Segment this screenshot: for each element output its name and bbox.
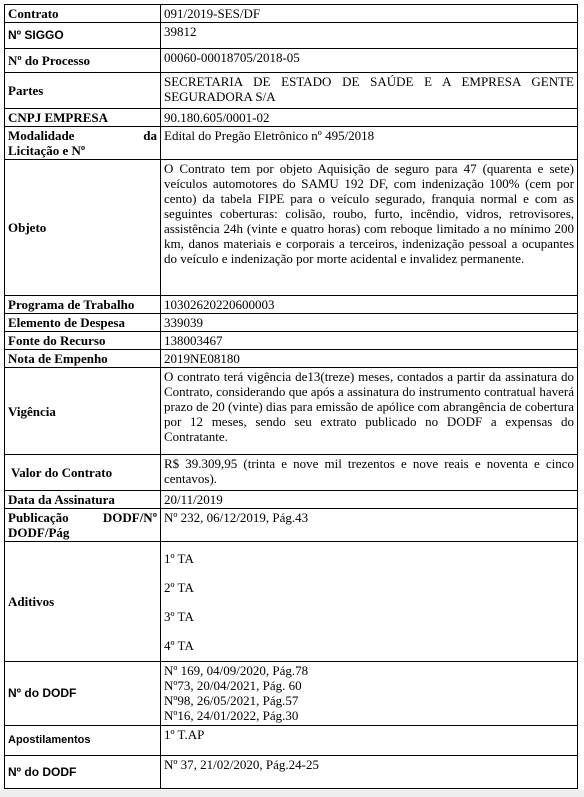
label-partes: Partes: [5, 73, 161, 109]
dodf-item: Nº16, 24/01/2022, Pág.30: [164, 708, 299, 723]
label-vigencia: Vigência: [5, 368, 161, 455]
label-elemento: Elemento de Despesa: [5, 314, 161, 332]
value-programa: 10302620220600003: [161, 296, 578, 314]
label-dodf-aditivos: Nº do DODF: [5, 662, 161, 726]
page-bottom-strip: [0, 790, 584, 797]
label-assinatura: Data da Assinatura: [5, 491, 161, 509]
row-elemento: [5, 314, 578, 332]
value-dodf-apostilamentos: Nº 37, 21/02/2020, Pág.24-25: [161, 756, 578, 789]
label-dodf-apostilamentos: Nº do DODF: [5, 756, 161, 789]
value-vigencia: O contrato terá vigência de13(treze) meses, contados a partir da assinatura do Contrato, considerando que após a assinatura do instrumento contratual haverá prazo de 20 (vinte) dias para emissão de apólice com abrangência de cobertura por 12 meses, sendo seu extrato publicado no DODF a expensas do Contratante.: [161, 368, 578, 455]
row-assinatura: [5, 491, 578, 509]
label-cnpj: CNPJ EMPRESA: [5, 109, 161, 127]
label-objeto: Objeto: [5, 160, 161, 296]
value-aditivos: [161, 542, 578, 662]
row-aditivos: [5, 542, 578, 662]
contract-table: [4, 4, 578, 789]
value-fonte: 138003467: [161, 332, 578, 350]
row-objeto: [5, 160, 578, 296]
label-apostilamentos: Apostilamentos: [5, 726, 161, 756]
contract-summary-sheet: [4, 4, 578, 789]
value-elemento: 339039: [161, 314, 578, 332]
label-contrato: Contrato: [5, 5, 161, 23]
row-empenho: [5, 350, 578, 368]
label-modalidade: [5, 127, 161, 160]
row-processo: [5, 49, 578, 73]
label-modalidade-line1: Modalidade da: [8, 128, 157, 143]
dodf-item: Nº98, 26/05/2021, Pág.57: [164, 693, 299, 708]
label-publicacao-line2: DODF/Pág: [8, 525, 70, 540]
row-publicacao: [5, 509, 578, 542]
value-contrato: 091/2019-SES/DF: [161, 5, 578, 23]
label-publicacao: [5, 509, 161, 542]
row-siggo: [5, 23, 578, 49]
row-dodf-aditivos: [5, 662, 578, 726]
row-programa: [5, 296, 578, 314]
row-cnpj: [5, 109, 578, 127]
label-modalidade-line2: Licitação e Nº: [8, 143, 86, 158]
label-processo: Nº do Processo: [5, 49, 161, 73]
row-dodf-apostilamentos: [5, 756, 578, 789]
aditivo-item: 2º TA: [164, 580, 194, 595]
label-valor: Valor do Contrato: [5, 455, 161, 491]
value-cnpj: 90.180.605/0001-02: [161, 109, 578, 127]
value-objeto: O Contrato tem por objeto Aquisição de seguro para 47 (quarenta e sete) veículos automotores do SAMU 192 DF, com indenização 100% (cem por cento) da tabela FIPE para o veículo segurado, franquia normal e com as seguintes coberturas: colisão, roubo, furto, incêndio, vidros, retrovisores, assistência 24h (vinte e quatro horas) com reboque limitado a no mínimo 200 km, danos materiais e corporais a terceiros, indenização pessoal a ocupantes do veículo e indenização por morte acidental e invalidez permanente.: [161, 160, 578, 296]
row-valor: [5, 455, 578, 491]
aditivo-item: 1º TA: [164, 551, 194, 566]
row-apostilamentos: [5, 726, 578, 756]
value-processo: 00060-00018705/2018-05: [161, 49, 578, 73]
row-contrato: [5, 5, 578, 23]
row-fonte: [5, 332, 578, 350]
aditivo-item: 3º TA: [164, 609, 194, 624]
row-modalidade: [5, 127, 578, 160]
label-empenho: Nota de Empenho: [5, 350, 161, 368]
label-publicacao-line1: Publicação DODF/Nº: [8, 510, 157, 525]
value-valor: R$ 39.309,95 (trinta e nove mil trezentos e nove reais e noventa e cinco centavos).: [161, 455, 578, 491]
value-apostilamentos: 1º T.AP: [161, 726, 578, 756]
label-programa: Programa de Trabalho: [5, 296, 161, 314]
dodf-item: Nº 169, 04/09/2020, Pág.78: [164, 663, 309, 678]
label-fonte: Fonte do Recurso: [5, 332, 161, 350]
aditivo-item: 4º TA: [164, 638, 194, 653]
value-siggo: 39812: [161, 23, 578, 49]
value-assinatura: 20/11/2019: [161, 491, 578, 509]
label-siggo: Nº SIGGO: [5, 23, 161, 49]
row-vigencia: [5, 368, 578, 455]
label-aditivos: Aditivos: [5, 542, 161, 662]
value-publicacao: Nº 232, 06/12/2019, Pág.43: [161, 509, 578, 542]
value-partes: SECRETARIA DE ESTADO DE SAÚDE E A EMPRESA GENTE SEGURADORA S/A: [161, 73, 578, 109]
dodf-item: Nº73, 20/04/2021, Pág. 60: [164, 678, 302, 693]
value-modalidade: Edital do Pregão Eletrônico nº 495/2018: [161, 127, 578, 160]
row-partes: [5, 73, 578, 109]
value-dodf-aditivos: [161, 662, 578, 726]
value-empenho: 2019NE08180: [161, 350, 578, 368]
